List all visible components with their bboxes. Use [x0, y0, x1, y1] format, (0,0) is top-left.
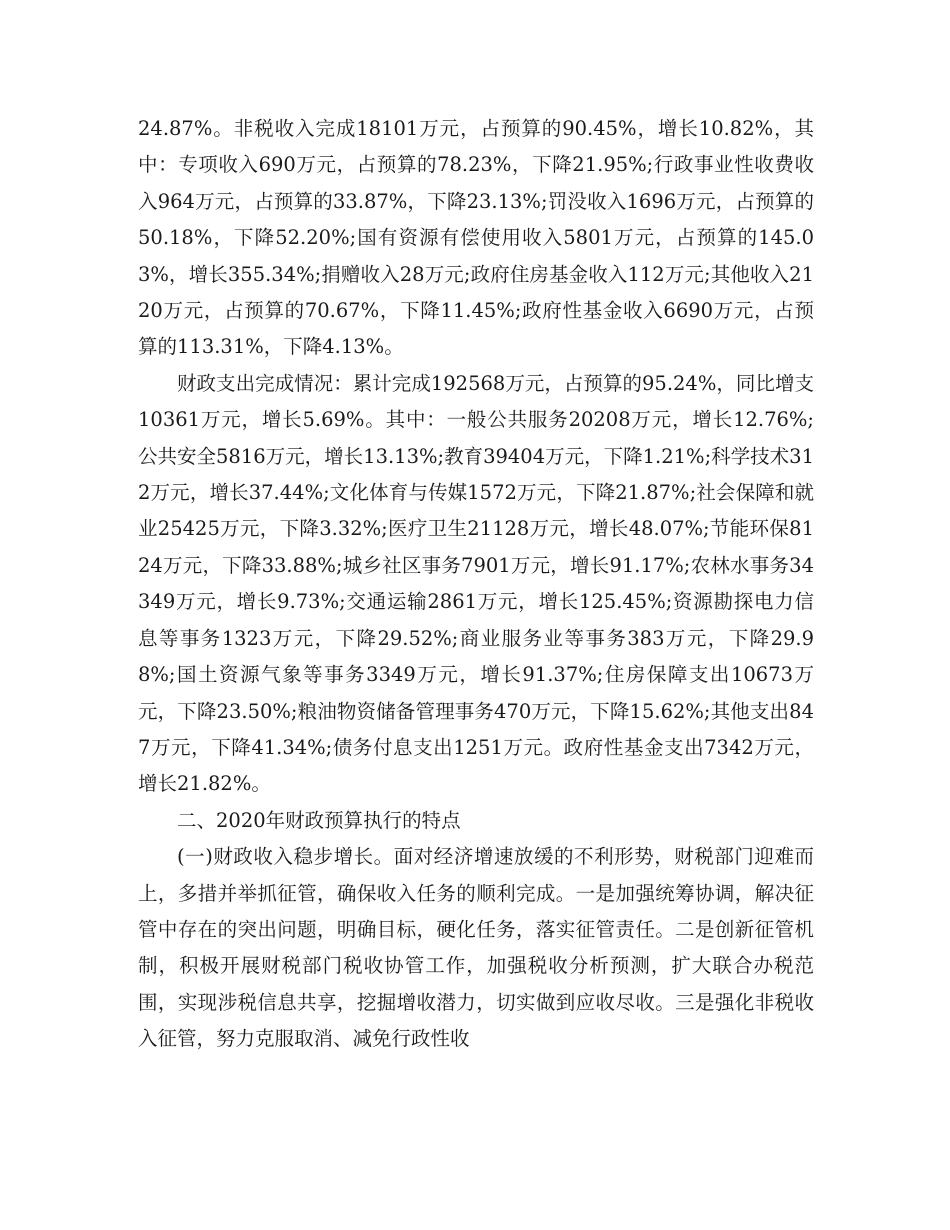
paragraph-revenue-growth: (一)财政收入稳步增长。面对经济增速放缓的不利形势，财税部门迎难而上，多措并举抓征管，确保收入任务的顺利完成。一是加强统筹协调，解决征管中存在的突出问题，明确目标，硬化任务，落实征管责任。二是创新征管机制，积极开展财税部门税收协管工作，加强税收分析预测，扩大联合办税范围，实现涉税信息共享，挖掘增收潜力，切实做到应收尽收。三是强化非税收入征管，努力克服取消、减免行政性收	[138, 845, 814, 1051]
document-page	[138, 111, 814, 1058]
paragraph-expenditure-details: 财政支出完成情况：累计完成192568万元，占预算的95.24%，同比增支10361万元，增长5.69%。其中：一般公共服务20208万元，增长12.76%;公共安全5816万元，增长13.13%;教育39404万元，下降1.21%;科学技术312万元，增长37.44%;文化体育与传媒1572万元，下降21.87%;社会保障和就业25425万元，下降3.32%;医疗卫生21128万元，增长48.07%;节能环保8124万元，下降33.88%;城乡社区事务7901万元，增长91.17%;农林水事务34349万元，增长9.73%;交通运输2861万元，增长125.45%;资源勘探电力信息等事务1323万元，下降29.52%;商业服务业等事务383万元，下降29.98%;国土资源气象等事务3349万元，增长91.37%;住房保障支出10673万元，下降23.50%;粮油物资储备管理事务470万元，下降15.62%;其他支出847万元，下降41.34%;债务付息支出1251万元。政府性基金支出7342万元，增长21.82%。	[138, 371, 814, 796]
paragraph-revenue-details: 24.87%。非税收入完成18101万元，占预算的90.45%，增长10.82%，其中：专项收入690万元，占预算的78.23%，下降21.95%;行政事业性收费收入964万元，占预算的33.87%，下降23.13%;罚没收入1696万元，占预算的50.18%，下降52.20%;国有资源有偿使用收入5801万元，占预算的145.03%，增长355.34%;捐赠收入28万元;政府住房基金收入112万元;其他收入2120万元，占预算的70.67%，下降11.45%;政府性基金收入6690万元，占预算的113.31%，下降4.13%。	[138, 117, 814, 359]
section-heading: 二、2020年财政预算执行的特点	[177, 808, 461, 832]
